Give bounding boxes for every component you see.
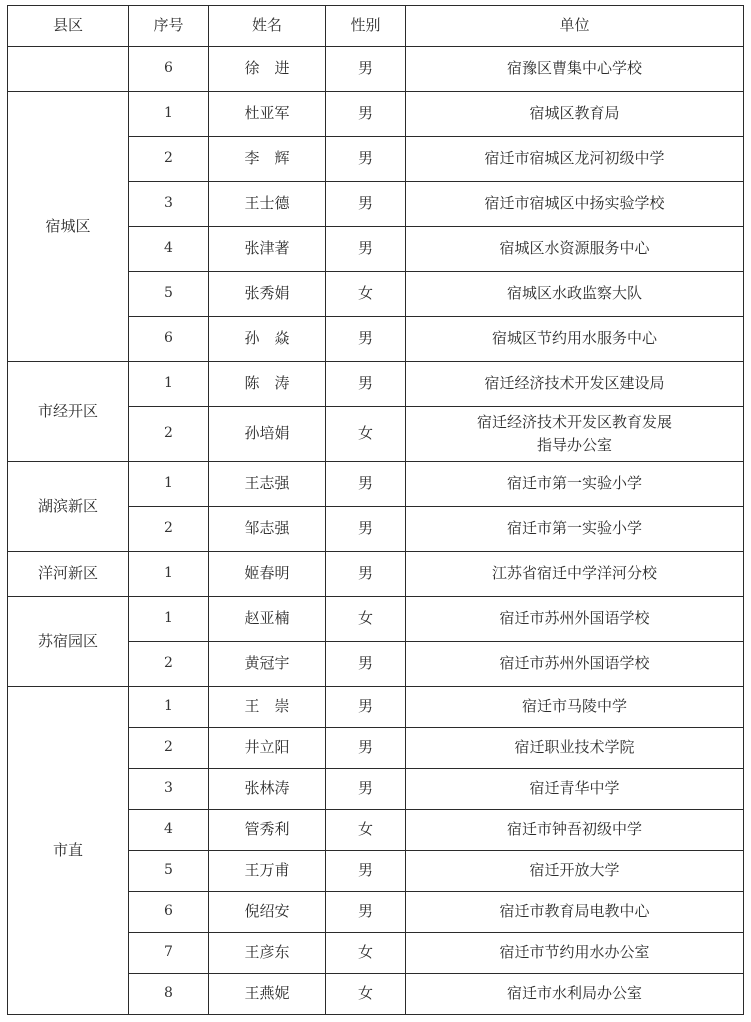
county-cell: [8, 47, 129, 92]
gender-cell: 男: [326, 462, 406, 507]
seq-cell: 2: [129, 137, 209, 182]
seq-cell: 5: [129, 851, 209, 892]
table-row: [8, 552, 744, 597]
name-cell: 黄冠宇: [209, 642, 326, 687]
unit-cell: [406, 407, 744, 462]
roster-table: [7, 5, 744, 1015]
gender-cell: 女: [326, 974, 406, 1015]
header-unit: 单位: [406, 6, 744, 47]
unit-cell: 宿迁市第一实验小学: [406, 462, 744, 507]
unit-line: 指导办公室: [536, 436, 612, 454]
name-cell: 王燕妮: [209, 974, 326, 1015]
gender-cell: 女: [326, 272, 406, 317]
name-cell: 姬春明: [209, 552, 326, 597]
unit-cell: 宿迁市水利局办公室: [406, 974, 744, 1015]
unit-cell: 宿迁市教育局电教中心: [406, 892, 744, 933]
seq-cell: 1: [129, 687, 209, 728]
gender-cell: 男: [326, 642, 406, 687]
table-row: [8, 462, 744, 507]
name-cell: 张秀娟: [209, 272, 326, 317]
seq-cell: 6: [129, 317, 209, 362]
unit-cell: 宿城区节约用水服务中心: [406, 317, 744, 362]
gender-cell: 女: [326, 407, 406, 462]
unit-cell: 宿迁开放大学: [406, 851, 744, 892]
gender-cell: 男: [326, 507, 406, 552]
name-cell: 王志强: [209, 462, 326, 507]
unit-cell: 宿迁经济技术开发区建设局: [406, 362, 744, 407]
header-gender: 性别: [326, 6, 406, 47]
seq-cell: 1: [129, 92, 209, 137]
seq-cell: 4: [129, 227, 209, 272]
unit-cell: 宿迁市宿城区中扬实验学校: [406, 182, 744, 227]
seq-cell: 4: [129, 810, 209, 851]
name-cell: 李 辉: [209, 137, 326, 182]
seq-cell: 3: [129, 769, 209, 810]
name-cell: 徐 进: [209, 47, 326, 92]
unit-cell: 宿迁市马陵中学: [406, 687, 744, 728]
unit-line: 宿迁经济技术开发区教育发展: [476, 412, 672, 431]
table-row: [8, 687, 744, 728]
seq-cell: 2: [129, 507, 209, 552]
table-row: [8, 362, 744, 407]
name-cell: 孙 焱: [209, 317, 326, 362]
name-cell: 杜亚军: [209, 92, 326, 137]
seq-cell: 2: [129, 728, 209, 769]
seq-cell: 1: [129, 462, 209, 507]
name-cell: 王士德: [209, 182, 326, 227]
gender-cell: 男: [326, 317, 406, 362]
seq-cell: 1: [129, 597, 209, 642]
gender-cell: 男: [326, 552, 406, 597]
name-cell: 井立阳: [209, 728, 326, 769]
county-cell: 宿城区: [8, 92, 129, 362]
name-cell: 张林涛: [209, 769, 326, 810]
gender-cell: 男: [326, 851, 406, 892]
unit-cell: 宿迁市第一实验小学: [406, 507, 744, 552]
unit-cell: 宿迁青华中学: [406, 769, 744, 810]
unit-cell: 宿迁市苏州外国语学校: [406, 642, 744, 687]
seq-cell: 2: [129, 407, 209, 462]
gender-cell: 男: [326, 769, 406, 810]
header-seq: 序号: [129, 6, 209, 47]
name-cell: 王 崇: [209, 687, 326, 728]
unit-cell: 宿城区水资源服务中心: [406, 227, 744, 272]
gender-cell: 男: [326, 182, 406, 227]
gender-cell: 男: [326, 728, 406, 769]
unit-cell: 宿迁职业技术学院: [406, 728, 744, 769]
name-cell: 孙培娟: [209, 407, 326, 462]
seq-cell: 8: [129, 974, 209, 1015]
header-row: [8, 6, 744, 47]
unit-cell: 宿城区水政监察大队: [406, 272, 744, 317]
county-cell: 市直: [8, 687, 129, 1015]
unit-cell: 宿豫区曹集中心学校: [406, 47, 744, 92]
unit-cell: 宿城区教育局: [406, 92, 744, 137]
gender-cell: 女: [326, 597, 406, 642]
gender-cell: 男: [326, 227, 406, 272]
gender-cell: 男: [326, 892, 406, 933]
gender-cell: 男: [326, 362, 406, 407]
seq-cell: 3: [129, 182, 209, 227]
county-cell: 市经开区: [8, 362, 129, 462]
gender-cell: 女: [326, 933, 406, 974]
county-cell: 洋河新区: [8, 552, 129, 597]
header-name: 姓名: [209, 6, 326, 47]
unit-cell: 宿迁市钟吾初级中学: [406, 810, 744, 851]
seq-cell: 1: [129, 552, 209, 597]
county-cell: 湖滨新区: [8, 462, 129, 552]
name-cell: 管秀利: [209, 810, 326, 851]
seq-cell: 6: [129, 892, 209, 933]
table-row: [8, 597, 744, 642]
name-cell: 倪绍安: [209, 892, 326, 933]
gender-cell: 男: [326, 92, 406, 137]
gender-cell: 女: [326, 810, 406, 851]
name-cell: 张津著: [209, 227, 326, 272]
seq-cell: 1: [129, 362, 209, 407]
gender-cell: 男: [326, 47, 406, 92]
name-cell: 王彦东: [209, 933, 326, 974]
header-county: 县区: [8, 6, 129, 47]
name-cell: 王万甫: [209, 851, 326, 892]
gender-cell: 男: [326, 137, 406, 182]
unit-cell: 宿迁市苏州外国语学校: [406, 597, 744, 642]
seq-cell: 2: [129, 642, 209, 687]
table-row: [8, 92, 744, 137]
table-row: [8, 47, 744, 92]
name-cell: 陈 涛: [209, 362, 326, 407]
name-cell: 赵亚楠: [209, 597, 326, 642]
unit-cell: 宿迁市节约用水办公室: [406, 933, 744, 974]
gender-cell: 男: [326, 687, 406, 728]
seq-cell: 5: [129, 272, 209, 317]
unit-cell: 宿迁市宿城区龙河初级中学: [406, 137, 744, 182]
unit-cell: 江苏省宿迁中学洋河分校: [406, 552, 744, 597]
name-cell: 邹志强: [209, 507, 326, 552]
county-cell: 苏宿园区: [8, 597, 129, 687]
seq-cell: 6: [129, 47, 209, 92]
seq-cell: 7: [129, 933, 209, 974]
